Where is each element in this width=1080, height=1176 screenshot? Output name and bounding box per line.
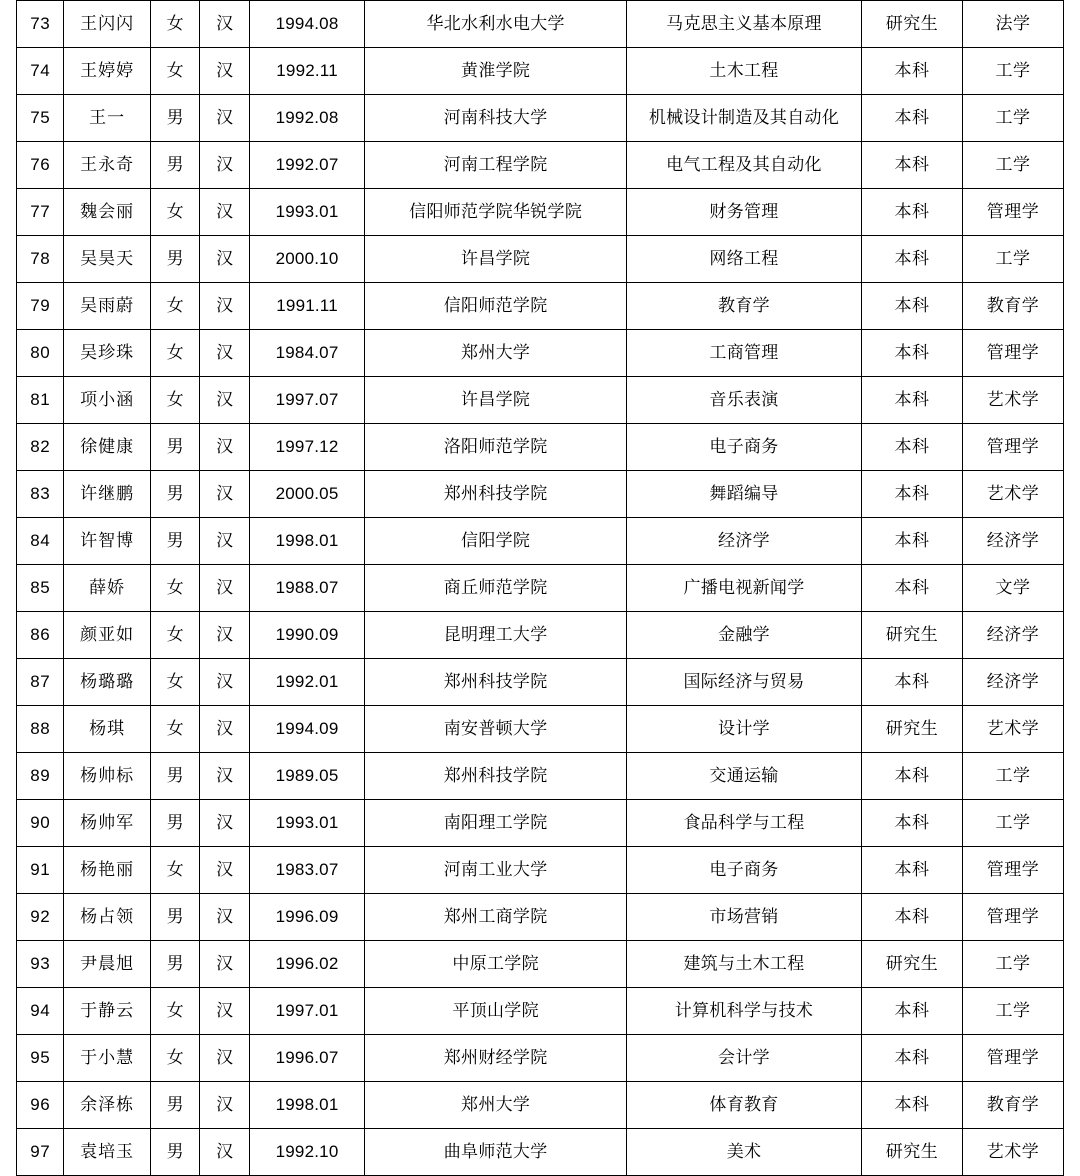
row-gender: 男	[150, 894, 199, 941]
row-gender: 男	[150, 471, 199, 518]
table-row	[17, 565, 1064, 612]
row-major: 网络工程	[627, 236, 862, 283]
row-degree: 本科	[861, 236, 962, 283]
table-row	[17, 377, 1064, 424]
table-row	[17, 48, 1064, 95]
row-name: 吴雨蔚	[64, 283, 151, 330]
row-name: 袁培玉	[64, 1129, 151, 1176]
row-discipline: 法学	[962, 1, 1063, 48]
row-school: 郑州财经学院	[365, 1035, 627, 1082]
row-name: 魏会丽	[64, 189, 151, 236]
row-name: 杨璐璐	[64, 659, 151, 706]
row-name: 颜亚如	[64, 612, 151, 659]
row-gender: 男	[150, 1082, 199, 1129]
row-index: 79	[17, 283, 64, 330]
row-birth: 1991.11	[249, 283, 364, 330]
row-birth: 1997.12	[249, 424, 364, 471]
row-birth: 1998.01	[249, 1082, 364, 1129]
row-gender: 女	[150, 988, 199, 1035]
row-ethnicity: 汉	[200, 706, 249, 753]
row-school: 平顶山学院	[365, 988, 627, 1035]
table-row	[17, 894, 1064, 941]
row-discipline: 教育学	[962, 1082, 1063, 1129]
row-degree: 研究生	[861, 1129, 962, 1176]
row-ethnicity: 汉	[200, 142, 249, 189]
row-ethnicity: 汉	[200, 612, 249, 659]
row-birth: 2000.05	[249, 471, 364, 518]
row-major: 食品科学与工程	[627, 800, 862, 847]
row-name: 尹晨旭	[64, 941, 151, 988]
row-index: 94	[17, 988, 64, 1035]
row-discipline: 工学	[962, 988, 1063, 1035]
row-school: 河南工业大学	[365, 847, 627, 894]
row-school: 华北水利水电大学	[365, 1, 627, 48]
row-birth: 1993.01	[249, 800, 364, 847]
row-birth: 1994.08	[249, 1, 364, 48]
row-school: 南阳理工学院	[365, 800, 627, 847]
row-major: 国际经济与贸易	[627, 659, 862, 706]
row-birth: 1983.07	[249, 847, 364, 894]
row-major: 机械设计制造及其自动化	[627, 95, 862, 142]
row-major: 市场营销	[627, 894, 862, 941]
row-birth: 1992.01	[249, 659, 364, 706]
row-discipline: 工学	[962, 941, 1063, 988]
row-discipline: 工学	[962, 753, 1063, 800]
row-name: 王一	[64, 95, 151, 142]
table-row	[17, 706, 1064, 753]
row-major: 经济学	[627, 518, 862, 565]
row-major: 广播电视新闻学	[627, 565, 862, 612]
row-school: 南安普顿大学	[365, 706, 627, 753]
row-degree: 本科	[861, 377, 962, 424]
row-major: 美术	[627, 1129, 862, 1176]
row-degree: 本科	[861, 988, 962, 1035]
row-index: 88	[17, 706, 64, 753]
row-discipline: 管理学	[962, 189, 1063, 236]
row-name: 杨帅标	[64, 753, 151, 800]
row-ethnicity: 汉	[200, 847, 249, 894]
row-school: 昆明理工大学	[365, 612, 627, 659]
row-ethnicity: 汉	[200, 377, 249, 424]
row-school: 信阳师范学院华锐学院	[365, 189, 627, 236]
row-index: 86	[17, 612, 64, 659]
row-degree: 本科	[861, 847, 962, 894]
table-row	[17, 424, 1064, 471]
row-ethnicity: 汉	[200, 330, 249, 377]
table-row	[17, 988, 1064, 1035]
row-degree: 研究生	[861, 706, 962, 753]
table-row	[17, 330, 1064, 377]
row-school: 许昌学院	[365, 377, 627, 424]
row-index: 81	[17, 377, 64, 424]
row-birth: 1997.01	[249, 988, 364, 1035]
row-gender: 男	[150, 753, 199, 800]
row-major: 会计学	[627, 1035, 862, 1082]
row-ethnicity: 汉	[200, 565, 249, 612]
row-school: 中原工学院	[365, 941, 627, 988]
row-gender: 男	[150, 236, 199, 283]
row-school: 郑州工商学院	[365, 894, 627, 941]
row-index: 85	[17, 565, 64, 612]
table-row	[17, 612, 1064, 659]
row-gender: 女	[150, 612, 199, 659]
row-birth: 1992.08	[249, 95, 364, 142]
row-index: 83	[17, 471, 64, 518]
row-gender: 男	[150, 518, 199, 565]
row-ethnicity: 汉	[200, 189, 249, 236]
table-row	[17, 1, 1064, 48]
row-degree: 本科	[861, 330, 962, 377]
row-gender: 男	[150, 142, 199, 189]
roster-table	[16, 0, 1064, 1176]
row-discipline: 工学	[962, 142, 1063, 189]
row-degree: 本科	[861, 659, 962, 706]
row-discipline: 经济学	[962, 518, 1063, 565]
row-birth: 1992.07	[249, 142, 364, 189]
row-name: 于小慧	[64, 1035, 151, 1082]
row-discipline: 教育学	[962, 283, 1063, 330]
table-row	[17, 283, 1064, 330]
row-gender: 男	[150, 1129, 199, 1176]
row-gender: 女	[150, 1035, 199, 1082]
row-index: 76	[17, 142, 64, 189]
row-major: 交通运输	[627, 753, 862, 800]
row-school: 黄淮学院	[365, 48, 627, 95]
row-name: 杨艳丽	[64, 847, 151, 894]
row-index: 80	[17, 330, 64, 377]
row-gender: 女	[150, 189, 199, 236]
row-gender: 女	[150, 659, 199, 706]
table-row	[17, 659, 1064, 706]
row-name: 于静云	[64, 988, 151, 1035]
row-ethnicity: 汉	[200, 753, 249, 800]
row-discipline: 工学	[962, 800, 1063, 847]
row-school: 河南科技大学	[365, 95, 627, 142]
row-school: 信阳师范学院	[365, 283, 627, 330]
row-school: 许昌学院	[365, 236, 627, 283]
row-ethnicity: 汉	[200, 1035, 249, 1082]
row-degree: 本科	[861, 753, 962, 800]
roster-table-body	[17, 1, 1064, 1176]
row-discipline: 管理学	[962, 424, 1063, 471]
row-school: 曲阜师范大学	[365, 1129, 627, 1176]
row-index: 74	[17, 48, 64, 95]
row-index: 84	[17, 518, 64, 565]
row-index: 95	[17, 1035, 64, 1082]
table-row	[17, 1035, 1064, 1082]
row-ethnicity: 汉	[200, 800, 249, 847]
row-index: 93	[17, 941, 64, 988]
row-degree: 本科	[861, 424, 962, 471]
table-row	[17, 941, 1064, 988]
row-school: 郑州科技学院	[365, 753, 627, 800]
row-gender: 男	[150, 424, 199, 471]
row-index: 87	[17, 659, 64, 706]
row-birth: 2000.10	[249, 236, 364, 283]
row-school: 信阳学院	[365, 518, 627, 565]
row-school: 商丘师范学院	[365, 565, 627, 612]
table-row	[17, 800, 1064, 847]
row-major: 工商管理	[627, 330, 862, 377]
row-birth: 1988.07	[249, 565, 364, 612]
row-birth: 1992.11	[249, 48, 364, 95]
row-index: 92	[17, 894, 64, 941]
row-name: 余泽栋	[64, 1082, 151, 1129]
row-degree: 本科	[861, 565, 962, 612]
row-gender: 男	[150, 941, 199, 988]
row-birth: 1992.10	[249, 1129, 364, 1176]
row-birth: 1989.05	[249, 753, 364, 800]
row-major: 土木工程	[627, 48, 862, 95]
row-discipline: 艺术学	[962, 706, 1063, 753]
row-degree: 本科	[861, 95, 962, 142]
row-discipline: 艺术学	[962, 377, 1063, 424]
row-ethnicity: 汉	[200, 988, 249, 1035]
row-discipline: 工学	[962, 48, 1063, 95]
row-gender: 女	[150, 706, 199, 753]
row-degree: 本科	[861, 1082, 962, 1129]
row-school: 郑州科技学院	[365, 659, 627, 706]
row-discipline: 管理学	[962, 847, 1063, 894]
row-discipline: 艺术学	[962, 1129, 1063, 1176]
row-degree: 本科	[861, 894, 962, 941]
row-gender: 女	[150, 565, 199, 612]
row-gender: 男	[150, 95, 199, 142]
row-name: 王闪闪	[64, 1, 151, 48]
table-row	[17, 1082, 1064, 1129]
row-ethnicity: 汉	[200, 424, 249, 471]
row-degree: 本科	[861, 1035, 962, 1082]
row-name: 王永奇	[64, 142, 151, 189]
row-degree: 本科	[861, 518, 962, 565]
row-gender: 男	[150, 800, 199, 847]
row-name: 杨帅军	[64, 800, 151, 847]
row-birth: 1998.01	[249, 518, 364, 565]
row-discipline: 文学	[962, 565, 1063, 612]
row-discipline: 艺术学	[962, 471, 1063, 518]
table-row	[17, 1129, 1064, 1176]
row-index: 96	[17, 1082, 64, 1129]
row-discipline: 工学	[962, 95, 1063, 142]
row-discipline: 工学	[962, 236, 1063, 283]
row-ethnicity: 汉	[200, 471, 249, 518]
row-major: 马克思主义基本原理	[627, 1, 862, 48]
row-degree: 本科	[861, 283, 962, 330]
row-birth: 1984.07	[249, 330, 364, 377]
row-major: 金融学	[627, 612, 862, 659]
row-major: 舞蹈编导	[627, 471, 862, 518]
table-row	[17, 95, 1064, 142]
row-discipline: 经济学	[962, 659, 1063, 706]
row-gender: 女	[150, 847, 199, 894]
row-name: 许继鹏	[64, 471, 151, 518]
row-index: 75	[17, 95, 64, 142]
row-birth: 1996.02	[249, 941, 364, 988]
row-school: 洛阳师范学院	[365, 424, 627, 471]
table-row	[17, 189, 1064, 236]
row-birth: 1996.09	[249, 894, 364, 941]
row-major: 电气工程及其自动化	[627, 142, 862, 189]
row-index: 97	[17, 1129, 64, 1176]
row-school: 郑州大学	[365, 330, 627, 377]
row-degree: 本科	[861, 142, 962, 189]
row-ethnicity: 汉	[200, 236, 249, 283]
row-gender: 女	[150, 377, 199, 424]
row-degree: 本科	[861, 48, 962, 95]
row-degree: 研究生	[861, 941, 962, 988]
row-school: 河南工程学院	[365, 142, 627, 189]
row-major: 计算机科学与技术	[627, 988, 862, 1035]
row-index: 91	[17, 847, 64, 894]
table-row	[17, 518, 1064, 565]
row-degree: 本科	[861, 189, 962, 236]
row-major: 音乐表演	[627, 377, 862, 424]
row-index: 90	[17, 800, 64, 847]
row-ethnicity: 汉	[200, 283, 249, 330]
row-name: 薛娇	[64, 565, 151, 612]
row-major: 体育教育	[627, 1082, 862, 1129]
row-index: 77	[17, 189, 64, 236]
row-major: 建筑与土木工程	[627, 941, 862, 988]
row-gender: 女	[150, 283, 199, 330]
row-ethnicity: 汉	[200, 659, 249, 706]
row-index: 78	[17, 236, 64, 283]
table-row	[17, 142, 1064, 189]
row-degree: 研究生	[861, 612, 962, 659]
row-name: 杨琪	[64, 706, 151, 753]
row-gender: 女	[150, 1, 199, 48]
row-birth: 1996.07	[249, 1035, 364, 1082]
row-ethnicity: 汉	[200, 95, 249, 142]
row-name: 吴昊天	[64, 236, 151, 283]
row-birth: 1994.09	[249, 706, 364, 753]
row-ethnicity: 汉	[200, 894, 249, 941]
row-birth: 1993.01	[249, 189, 364, 236]
row-major: 财务管理	[627, 189, 862, 236]
table-row	[17, 847, 1064, 894]
row-name: 杨占领	[64, 894, 151, 941]
row-index: 73	[17, 1, 64, 48]
row-discipline: 管理学	[962, 330, 1063, 377]
row-ethnicity: 汉	[200, 941, 249, 988]
row-degree: 本科	[861, 471, 962, 518]
row-birth: 1997.07	[249, 377, 364, 424]
row-gender: 女	[150, 48, 199, 95]
row-index: 82	[17, 424, 64, 471]
row-major: 电子商务	[627, 847, 862, 894]
row-ethnicity: 汉	[200, 1, 249, 48]
row-major: 设计学	[627, 706, 862, 753]
row-discipline: 管理学	[962, 1035, 1063, 1082]
row-major: 教育学	[627, 283, 862, 330]
row-discipline: 经济学	[962, 612, 1063, 659]
table-row	[17, 753, 1064, 800]
row-name: 王婷婷	[64, 48, 151, 95]
table-row	[17, 471, 1064, 518]
table-row	[17, 236, 1064, 283]
row-name: 吴珍珠	[64, 330, 151, 377]
row-ethnicity: 汉	[200, 1082, 249, 1129]
row-index: 89	[17, 753, 64, 800]
row-gender: 女	[150, 330, 199, 377]
row-major: 电子商务	[627, 424, 862, 471]
row-degree: 研究生	[861, 1, 962, 48]
row-name: 徐健康	[64, 424, 151, 471]
row-school: 郑州科技学院	[365, 471, 627, 518]
row-ethnicity: 汉	[200, 518, 249, 565]
row-discipline: 管理学	[962, 894, 1063, 941]
row-name: 许智博	[64, 518, 151, 565]
row-name: 项小涵	[64, 377, 151, 424]
row-ethnicity: 汉	[200, 48, 249, 95]
row-degree: 本科	[861, 800, 962, 847]
row-school: 郑州大学	[365, 1082, 627, 1129]
row-birth: 1990.09	[249, 612, 364, 659]
row-ethnicity: 汉	[200, 1129, 249, 1176]
